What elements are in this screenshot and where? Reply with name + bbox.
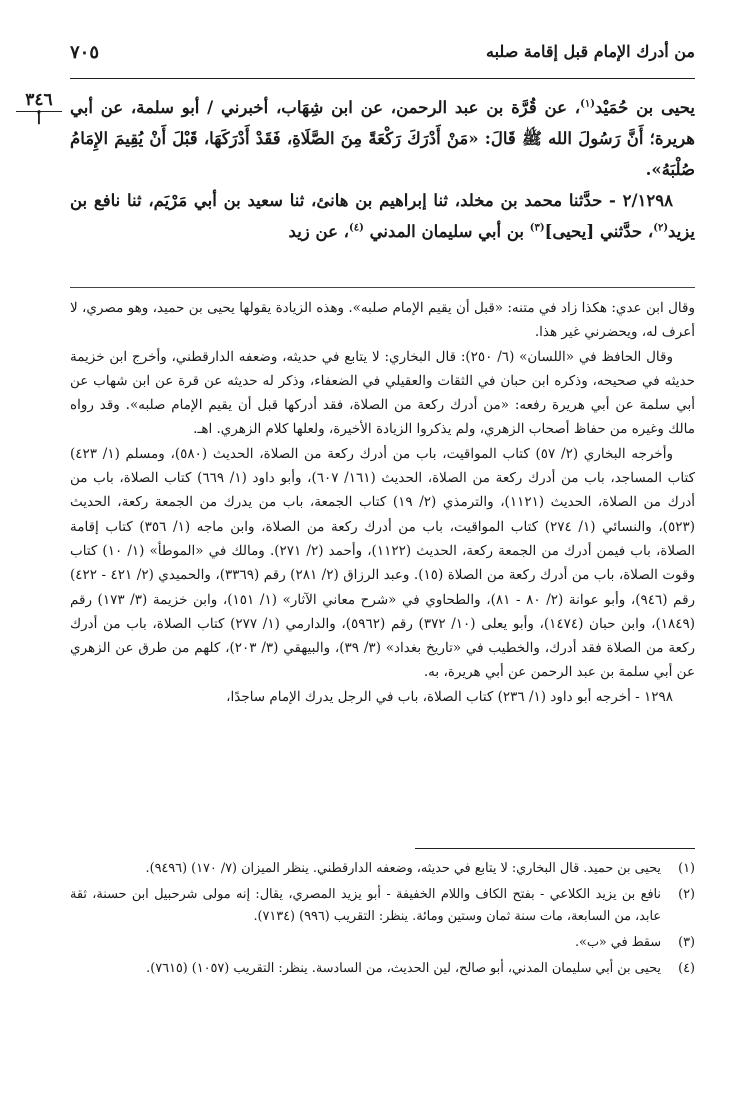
footnote-text: يحيى بن أبي سليمان المدني، أبو صالح، لين الحديث، من السادسة. ينظر: التقريب (١٠٥٧) (٧٦١٥). [146, 961, 661, 976]
hadith-paragraph-1 [70, 92, 695, 185]
footnote [70, 858, 695, 880]
footnote [70, 884, 695, 928]
running-title: من أدرك الإمام قبل إقامة صلبه [485, 42, 695, 61]
footnotes [70, 858, 695, 984]
footnote-divider [415, 848, 695, 849]
footnote-ref-3: (٣) [529, 222, 545, 234]
footnote-number: (٤) [678, 961, 695, 976]
commentary [70, 296, 695, 709]
footnote [70, 932, 695, 954]
commentary-paragraph: وأخرجه البخاري (٢/ ٥٧) كتاب المواقيت، باب من أدرك ركعة من الصلاة، الحديث (٥٨٠)، ومسلم (١/ ٤٢٣) كتاب المساجد، باب من أدرك ركعة من الصلاة، الحديث (١٦١/ ٦٠٧)، وأبو داود (١/ ٦٦٩) كتاب الصلاة، باب من أدرك من الصلاة، الحديث (١١٢١)، والترمذي (٢/ ١٩) كتاب الجمعة، باب من يدرك من الجمعة ركعة، الحديث (٥٢٣)، والنسائي (١/ ٢٧٤) كتاب المواقيت، باب من أدرك ركعة من الصلاة، وابن ماجه (١/ ٣٥٦) كتاب إقامة الصلاة، باب فيمن أدرك من الجمعة ركعة، الحديث (١١٢٢)، وأحمد (٢/ ٢٧١). ومالك في «الموطأ» (١/ ١٠) كتاب وقوت الصلاة، باب من أدرك ركعة من الصلاة (١٥). وعبد الرزاق (٢/ ٢٨١) رقم (٣٣٦٩)، والحميدي (٢/ ٤٢١ - ٤٢٢) رقم (٩٤٦)، وأبو عوانة (٢/ ٨٠ - ٨١)، والطحاوي في «شرح معاني الآثار» (١/ ١٥١)، وابن خزيمة (٣/ ١٧٣) رقم (١٨٤٩)، وابن حبان (١٤٧٤)، وأبو يعلى (١٠/ ٣٧٢) رقم (٥٩٦٢)، والدارمي (١/ ٢٧٧) كتاب الصلاة، باب من أدرك ركعة من الصلاة فقد أدرك، والخطيب في «تاريخ بغداد» (٣/ ٣٩)، والبيهقي (٣/ ٢٠٣)، كلهم من طرق عن الزهري عن أبي سلمة بن عبد الرحمن عن أبي هريرة، به. [70, 445, 696, 681]
footnote-ref-1: (١) [580, 98, 595, 110]
footnote-number: (٣) [678, 935, 695, 950]
footnote [70, 958, 695, 980]
hadith-text: يحيى بن حُمَيْد [594, 98, 695, 117]
footnote-text: يحيى بن حميد. قال البخاري: لا يتابع في حديثه، وضعفه الدارقطني. ينظر الميزان (٧/ ١٧٠) (٩٤٩٦). [145, 861, 661, 876]
commentary-paragraph: وقال الحافظ في «اللسان» (٦/ ٢٥٠): قال البخاري: لا يتابع في حديثه، وضعفه الدارقطني، وأخرج ابن خزيمة حديثه في صحيحه، وذكره ابن حبان في الثقات والعقيلي في الضعفاء، وذكر له حديثه عن قرة عن ابن شهاب عن أبي سلمة عن أبي هريرة رفعه: «من أدرك ركعة من الصلاة، فقد أدركها قبل أن يقيم الإمام صلبه». وقد رواه مالك وغيره من حفاظ أصحاب الزهري، ولم يذكروا الزيادة الأخيرة، ولعلها كلام الزهري. اهـ. [70, 348, 695, 438]
hadith-text: ، حدَّثني [يحيى] [544, 222, 654, 241]
hadith-text: ، عن قُرَّة بن عبد الرحمن، عن ابن شِهَاب، أخبرني / أبو سلمة، عن أبي هريرة؛ أَنَّ رَسُولَ الله ﷺ قَالَ: «مَنْ أَدْرَكَ رَكْعَةً مِنَ الصَّلَاةِ، فَقَدْ أَدْرَكَهَا، قَبْلَ أَنْ يُقِيمَ الإِمَامُ صُلْبَهُ». [70, 98, 695, 179]
footnote-text: سقط في «ب». [574, 935, 661, 950]
footnote-number: (٢) [678, 887, 695, 902]
margin-ref-folio: ٣٤٦ [16, 90, 62, 112]
page-number: ٧٠٥ [70, 42, 100, 63]
margin-ref-side: أ [37, 112, 41, 128]
commentary-paragraph: وقال ابن عدي: هكذا زاد في متنه: «قبل أن يقيم الإمام صلبه». وهذه الزيادة يقولها يحيى بن حميد، وهو مصري، لا أعرف له، ويحضرني غير هذا. [70, 300, 695, 341]
main-text [70, 92, 695, 247]
footnote-ref-4: (٤) [349, 222, 364, 234]
hadith-text: بن أبي سليمان المدني [363, 222, 530, 241]
page-header [70, 36, 695, 79]
footnote-ref-2: (٢) [653, 222, 669, 234]
margin-manuscript-ref [16, 90, 62, 128]
hadith-text: ٢/١٢٩٨ - حدَّثنا محمد بن مخلد، ثنا إبراهيم بن هانئ، ثنا سعيد بن أبي مَرْيَم، ثنا نافع بن يزيد [70, 191, 695, 241]
section-divider [70, 287, 695, 288]
hadith-paragraph-2 [70, 185, 695, 247]
hadith-text: ، عن زيد [288, 222, 349, 241]
footnote-number: (١) [678, 861, 695, 876]
commentary-paragraph: ١٢٩٨ - أخرجه أبو داود (١/ ٢٣٦) كتاب الصلاة، باب في الرجل يدرك الإمام ساجدًا، [226, 688, 673, 705]
footnote-text: نافع بن يزيد الكلاعي - بفتح الكاف واللام الخفيفة - أبو يزيد المصري، يقال: إنه مولى شرحبيل ابن حسنة، ثقة عابد، من السابعة، مات سنة ثمان وستين ومائة. ينظر: التقريب (٩٩٦) (٧١٣٤). [70, 887, 661, 924]
